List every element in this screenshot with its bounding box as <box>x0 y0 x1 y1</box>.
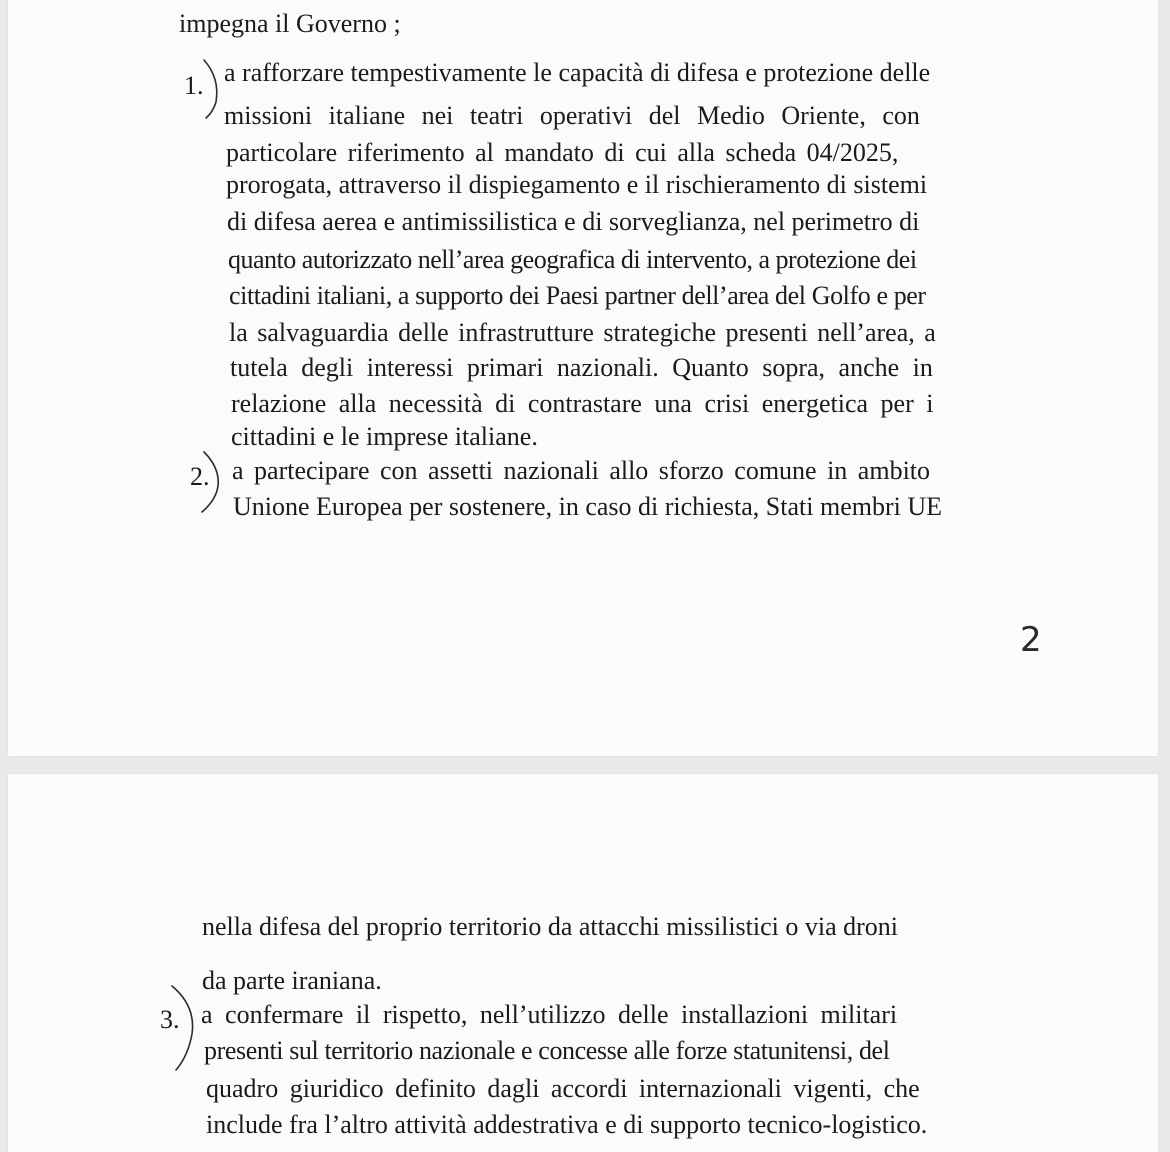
item-1-line: relazione alla necessità di contrastare una crisi energetica per i <box>231 389 934 418</box>
item-3-line: presenti sul territorio nazionale e concesse alle forze statunitensi, del <box>204 1036 890 1065</box>
document-page-top <box>8 0 1158 756</box>
item-3-line: a confermare il rispetto, nell’utilizzo delle installazioni militari <box>201 1000 898 1029</box>
intro-text: impegna il Governo ; <box>179 9 401 38</box>
continuation-line: nella difesa del proprio territorio da attacchi missilistici o via droni <box>202 912 899 941</box>
item-2-number: 2. <box>190 462 210 491</box>
item-1-line: la salvaguardia delle infrastrutture strategiche presenti nell’area, a <box>229 318 936 347</box>
continuation-line: da parte iraniana. <box>202 966 382 995</box>
item-1-line: a rafforzare tempestivamente le capacità di difesa e protezione delle <box>224 58 931 87</box>
item-1-line: cittadini e le imprese italiane. <box>231 422 538 451</box>
item-2-line: Unione Europea per sostenere, in caso di richiesta, Stati membri UE <box>233 492 943 521</box>
item-1-line: missioni italiane nei teatri operativi del Medio Oriente, con <box>224 101 920 130</box>
item-2-line: a partecipare con assetti nazionali allo sforzo comune in ambito <box>232 456 931 485</box>
handwritten-bracket-2 <box>198 450 228 516</box>
document-page-bottom <box>8 774 1158 1152</box>
handwritten-bracket-3 <box>168 984 204 1074</box>
item-1-line: cittadini italiani, a supporto dei Paesi partner dell’area del Golfo e per <box>229 281 926 310</box>
item-3-number: 3. <box>160 1005 180 1034</box>
item-1-line: quanto autorizzato nell’area geografica di intervento, a protezione dei <box>228 245 917 274</box>
item-1-line: tutela degli interessi primari nazionali. Quanto sopra, anche in <box>230 353 933 382</box>
item-1-line: prorogata, attraverso il dispiegamento e il rischieramento di sistemi <box>226 170 928 199</box>
item-3-line: quadro giuridico definito dagli accordi internazionali vigenti, che <box>206 1074 920 1103</box>
item-1-number: 1. <box>184 71 204 100</box>
item-3-line: include fra l’altro attività addestrativa e di supporto tecnico-logistico. <box>206 1110 928 1139</box>
item-1-line: di difesa aerea e antimissilistica e di sorveglianza, nel perimetro di <box>227 207 920 236</box>
item-1-line: particolare riferimento al mandato di cui alla scheda 04/2025, <box>226 138 899 167</box>
handwritten-bracket-1 <box>196 58 226 120</box>
page-number: 2 <box>1020 620 1042 660</box>
